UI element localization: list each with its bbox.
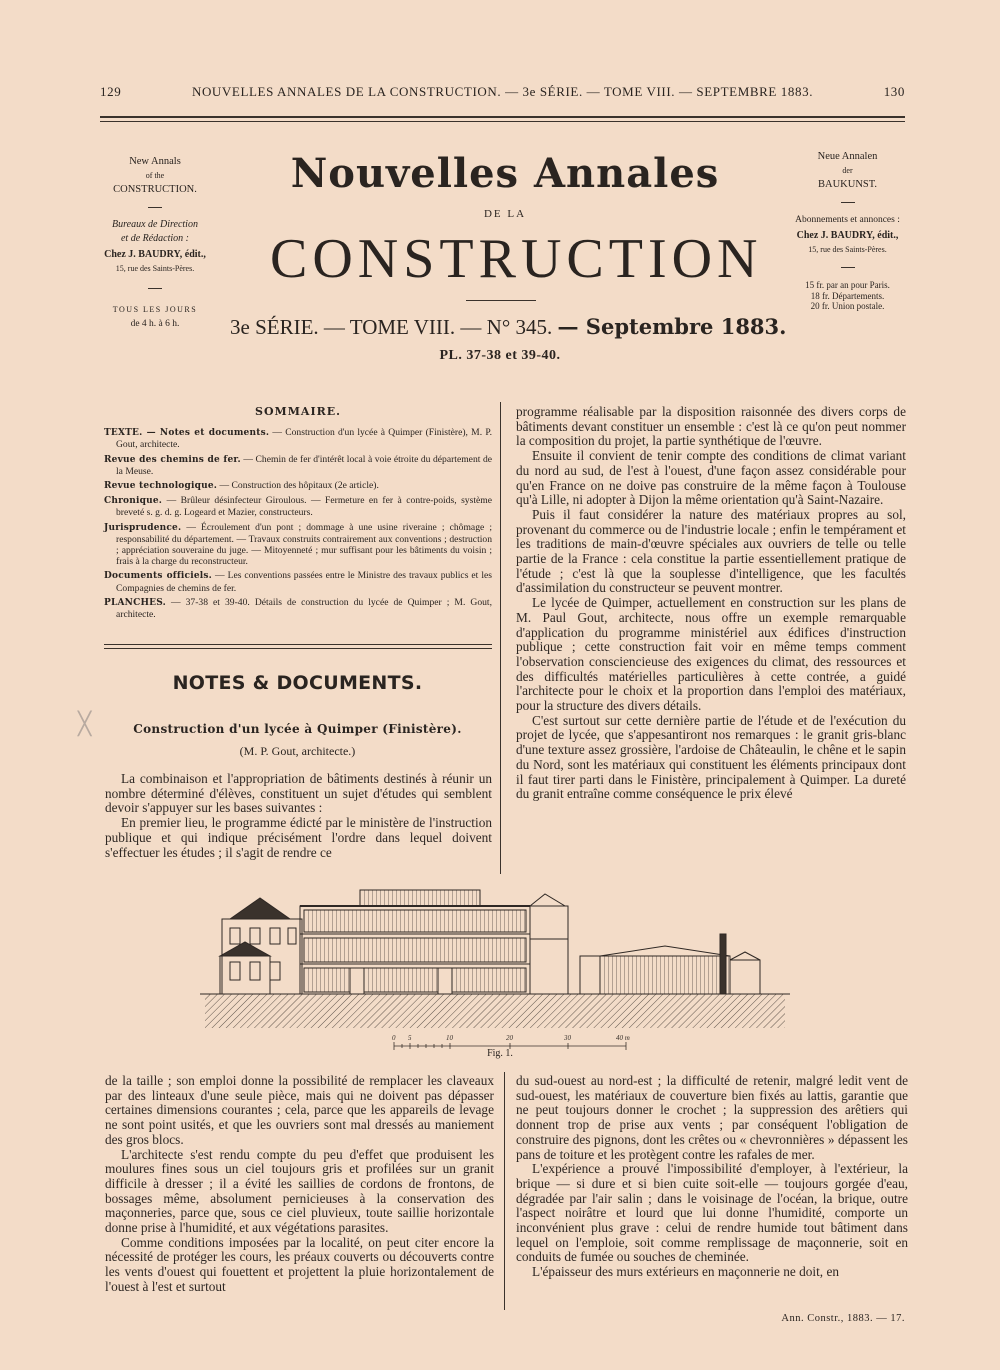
- plates-line: PL. 37-38 et 39-40.: [439, 348, 561, 363]
- price-line2: 18 fr. Départements.: [810, 290, 885, 301]
- sommaire-title: SOMMAIRE.: [255, 405, 341, 418]
- sommaire-item: [104, 495, 492, 518]
- paragraph: Puis il faut considérer la nature des matériaux propres au sol, provenant du commerce ou de l'industrie locale ; enfin le tempérament et les traditions de main-d'œuvre spéciales aux ouvriers de telle ou telle partie de la France : cela constitue la partie essentiellement pratique de l'étude ; c'est là que la souplesse d'intelligence, que les facultés d'assimilation du constructeur se peuvent montrer.: [516, 506, 906, 596]
- bureau-line2: et de Rédaction :: [120, 233, 190, 244]
- column-left-top: [105, 772, 492, 860]
- divider: [148, 288, 162, 289]
- publisher-right: Chez J. BAUDRY, édit.,: [796, 230, 899, 241]
- sommaire-list: [104, 427, 492, 620]
- sommaire-item-text: — Chemin de fer d'intérêt local à voie étroite du département de la Meuse.: [116, 453, 492, 477]
- address-right: 15, rue des Saints-Pères.: [808, 245, 887, 254]
- sommaire-item: [104, 522, 492, 568]
- divider: [841, 267, 855, 268]
- scale-label: 40 m: [616, 1034, 630, 1042]
- issue-month: — Septembre 1883.: [557, 314, 787, 339]
- sommaire-item-label: Jurisprudence.: [104, 522, 182, 533]
- sommaire-rule: [104, 644, 492, 645]
- journal-title-main: CONSTRUCTION: [270, 228, 763, 290]
- issue-line: [230, 314, 787, 340]
- sommaire-item-text: — Les conventions passées entre le Ministre des travaux publics et les Compagnies de chemins de fer.: [116, 570, 493, 594]
- hours-line1: TOUS LES JOURS: [112, 305, 198, 314]
- masthead-en-line1: New Annals: [129, 156, 181, 167]
- sommaire-item-label: PLANCHES.: [104, 597, 166, 608]
- masthead-en-line2: of the: [145, 171, 165, 180]
- publisher-left: Chez J. BAUDRY, édit.,: [104, 249, 206, 260]
- masthead-de-line3: BAUKUNST.: [817, 179, 878, 190]
- sommaire-item-label: Revue technologique.: [104, 481, 218, 492]
- running-title: NOUVELLES ANNALES DE LA CONSTRUCTION. — 3e SÉRIE. — TOME VIII. — SEPTEMBRE 1883.: [191, 84, 814, 99]
- sommaire-item: [104, 427, 492, 450]
- sommaire-item-text: — Écroulement d'un pont ; dommage à une usine riveraine ; chômage ; responsabilité du département. — Travaux construits contrairement aux conventions ; destruction ; appréciation souveraine du juge. — Mitoyenneté ; mur suffisant pour les bâtiments du voisin ; frais à la charge du reconstructeur.: [116, 521, 492, 568]
- paragraph: programme réalisable par la disposition raisonnée des divers corps de bâtiments devant constituer un ensemble : c'est là ce qu'on peut nommer la composition du projet, la partie synthétique de l'œuvre.: [516, 404, 906, 449]
- sommaire-item-text: — 37-38 et 39-40. Détails de construction du lycée de Quimper ; M. Gout, architecte.: [116, 596, 492, 621]
- price-line3: 20 fr. Union postale.: [810, 301, 885, 311]
- sommaire-rule: [104, 648, 492, 649]
- header-rule-thick: [100, 116, 905, 118]
- paragraph: L'expérience a prouvé l'impossibilité d'employer, à l'extérieur, la brique — si dure et si bien cuite soit-elle — toujours gorgée d'eau, dégradée par l'air salin ; dans le voisinage de l'océan, la brique, outre l'aspect noirâtre et lourd que lui donne l'humidité, comporte un inconvénient plus grave : celui de rendre humide tout bâtiment dans lequel on l'emploie, soit comme remplissage de maçonnerie, soit en conduits de fumée ou souches de cheminée.: [516, 1161, 908, 1265]
- journal-title-gothic: Nouvelles Annales: [290, 150, 720, 197]
- paragraph: Comme conditions imposées par la localité, on peut citer encore la nécessité de protéger les cours, les préaux couverts ou découverts contre les vents d'ouest qui fouettent et projettent la pluie horizontalement de l'ouest à l'est et surtout: [105, 1234, 494, 1294]
- scale-label: 0: [392, 1034, 396, 1042]
- paragraph: Le lycée de Quimper, actuellement en construction sur les plans de M. Paul Gout, architecte, nous offre un exemple remarquable d'application du programme ministériel aux édifices d'instruction publique ; cette construction fait voir en même temps comment l'observation consciencieuse des exigences du climat, des ressources et des difficultés matérielles particulières à cette contrée, a guidé l'architecte pour le choix et la proportion dans l'emploi des matériaux, pour la structure des divers détails.: [516, 595, 906, 714]
- article-title: Construction d'un lycée à Quimper (Finistère).: [133, 722, 462, 736]
- paragraph: de la taille ; son emploi donne la possibilité de remplacer les claveaux par des linteaux d'une seule pièce, mais qui ne doivent pas dépasser certaines dimensions courantes ; cela, parce que les appareils de levage ne sont point usités, et que les ouvriers sont mal dressés au maniement des gros blocs.: [105, 1073, 494, 1147]
- sommaire-item: [104, 570, 492, 593]
- paragraph: du sud-ouest au nord-est ; la difficulté de retenir, malgré ledit vent de sud-ouest, les matériaux de couverture bien fixés au lattis, garantie que ne peut toujours donner le crochet ; la suppression des arêtiers qui donnent trop de prise aux vents ; par conséquent l'obligation de construire des pignons, dont les crêtes ou « chevronnières » dépassent les pans de toiture et les protègent contre les rafales de mer.: [516, 1073, 908, 1162]
- paragraph: La combinaison et l'appropriation de bâtiments destinés à réunir un nombre déterminé d'élèves, constituent un sujet d'études qui semblent devoir s'appuyer sur les bases suivantes :: [105, 771, 492, 816]
- building-section-figure: [200, 884, 800, 1034]
- sommaire-item-label: TEXTE. — Notes et documents.: [104, 428, 270, 439]
- sommaire-item-label: Documents officiels.: [104, 571, 212, 582]
- scale-label: 30: [564, 1034, 571, 1042]
- paragraph: En premier lieu, le programme édicté par le ministère de l'instruction publique et qui indique précisément l'ordre dans lequel doivent s'effectuer les études ; il s'agit de rendre ce: [105, 815, 492, 860]
- journal-title-dela: DE LA: [483, 208, 527, 220]
- page-number-right: 130: [883, 84, 905, 99]
- page-number-left: 129: [100, 84, 122, 99]
- sommaire-item-text: — Construction d'un lycée à Quimper (Finistère), M. P. Gout, architecte.: [116, 427, 492, 451]
- sommaire-item-label: Revue des chemins de fer.: [104, 454, 241, 465]
- title-rule: [466, 300, 536, 301]
- paragraph: C'est surtout sur cette dernière partie de l'étude et de l'exécution du projet de lycée, que s'appesantiront nos remarques : le granit gris-blanc d'une texture assez grossière, l'ardoise de Châteaulin, le chêne et le sapin du Nord, sont les matériaux qui constituent les éléments principaux dont il faut tirer parti dans le Finistère, principalement à Quimper. La dureté du granit entraîne comme conséquence le prix élevé: [516, 712, 906, 802]
- serie-tome: 3e SÉRIE. — TOME VIII. —: [230, 315, 482, 339]
- masthead-de-line1: Neue Annalen: [817, 151, 878, 162]
- column-left-bottom: [105, 1074, 494, 1295]
- issue-number: N° 345.: [486, 315, 553, 339]
- figure-caption: Fig. 1.: [487, 1048, 513, 1059]
- running-header: [100, 84, 905, 102]
- divider: [148, 207, 162, 208]
- section-title: NOTES & DOCUMENTS.: [172, 672, 423, 694]
- paragraph: Ensuite il convient de tenir compte des conditions de climat variant du nord au sud, de l'est à l'ouest, d'une façon assez considérable pour qu'en France on ne doive pas construire de la même façon à Toulouse qu'à Lille, ni adopter à Dijon la même orientation qu'à Saint-Nazaire.: [516, 448, 906, 508]
- masthead-en-line3: CONSTRUCTION.: [113, 184, 197, 195]
- article-author: (M. P. Gout, architecte.): [239, 744, 356, 758]
- sommaire-item: [104, 480, 492, 492]
- sommaire-item-text: — Brûleur désinfecteur Giroulous. — Fermeture en fer à contre-poids, système breveté s. g. d. g. Logeard et Mazier, constructeurs.: [116, 495, 492, 519]
- pencil-mark: ╳: [78, 712, 92, 737]
- paragraph: L'épaisseur des murs extérieurs en maçonnerie ne doit, en: [532, 1264, 840, 1280]
- abonnements: Abonnements et annonces :: [795, 215, 900, 225]
- page-footer: Ann. Constr., 1883. — 17.: [781, 1313, 905, 1324]
- sommaire-item-label: Chronique.: [104, 496, 163, 507]
- scale-label: 5: [408, 1034, 412, 1042]
- sommaire-item-text: — Construction des hôpitaux (2e article).: [217, 480, 379, 492]
- masthead-de-line2: der: [842, 166, 853, 175]
- header-rule-thin: [100, 121, 905, 122]
- divider: [841, 202, 855, 203]
- paragraph: L'architecte s'est rendu compte du peu d'effet que produisent les moulures fines sous un ciel toujours gris et profilées sur un granit difficile à dresser ; il a évité les saillies de cordons de frontons, de bossages même, absolument pernicieuses à la conservation des maçonneries, parce que, sous ce ciel pluvieux, toute saillie horizontale donne prise à l'humidité, et aux végétations parasites.: [105, 1146, 494, 1236]
- bureau-line1: Bureaux de Direction: [112, 219, 198, 230]
- column-right-top: [516, 405, 906, 802]
- sommaire-item: [104, 454, 492, 477]
- column-rule-top: [500, 402, 501, 874]
- address-left: 15, rue des Saints-Pères.: [115, 264, 195, 273]
- hours-line2: de 4 h. à 6 h.: [130, 319, 180, 329]
- masthead-right: [790, 150, 905, 312]
- column-rule-bottom: [504, 1072, 505, 1310]
- sommaire-item: [104, 597, 492, 620]
- scale-label: 10: [446, 1034, 453, 1042]
- price-line1: 15 fr. par an pour Paris.: [805, 280, 890, 290]
- masthead-left: [100, 155, 210, 331]
- scale-label: 20: [506, 1034, 513, 1042]
- sommaire: [104, 406, 492, 623]
- column-right-bottom: [516, 1074, 908, 1280]
